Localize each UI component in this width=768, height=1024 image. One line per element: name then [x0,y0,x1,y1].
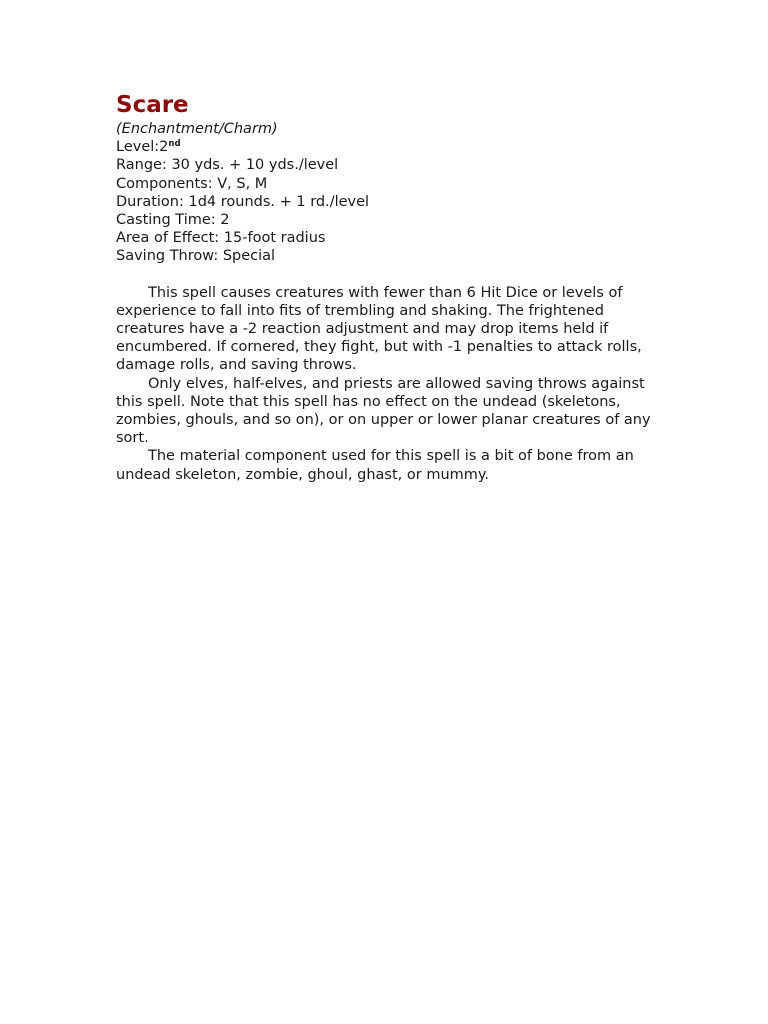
document-page [116,90,656,484]
description-paragraph: The material component used for this spell is a bit of bone from an undead skeleton, zombie, ghoul, ghast, or mummy. [116,448,634,483]
spell-casting-time: Casting Time: 2 [116,212,230,229]
spell-duration: Duration: 1d4 rounds. + 1 rd./level [116,193,370,210]
spell-level-text: Level:2 [116,139,169,156]
description-paragraph: This spell causes creatures with fewer than 6 Hit Dice or levels of experience to fall into fits of trembling and shaking. The frightened creatures have a -2 reaction adjustment and may drop items held if encumbered. If cornered, they fight, but with -1 penalties to attack rolls, damage rolls, and saving throws. [116,284,642,374]
spell-title: Scare [116,92,189,118]
spell-area-of-effect: Area of Effect: 15-foot radius [116,230,326,247]
spell-components: Components: V, S, M [116,175,268,192]
spell-school: (Enchantment/Charm) [116,121,278,137]
section-gap [116,266,656,284]
spell-saving-throw: Saving Throw: Special [116,248,276,265]
spell-range: Range: 30 yds. + 10 yds./level [116,157,339,174]
description-paragraph: Only elves, half-elves, and priests are allowed saving throws against this spell. Note that this spell has no effect on the undead (skeletons, zombies, ghouls, and so on), or on upper or lower planar creatures of any sort. [116,375,651,447]
spell-level [116,138,656,156]
spell-level-ordinal: nd [168,139,181,150]
